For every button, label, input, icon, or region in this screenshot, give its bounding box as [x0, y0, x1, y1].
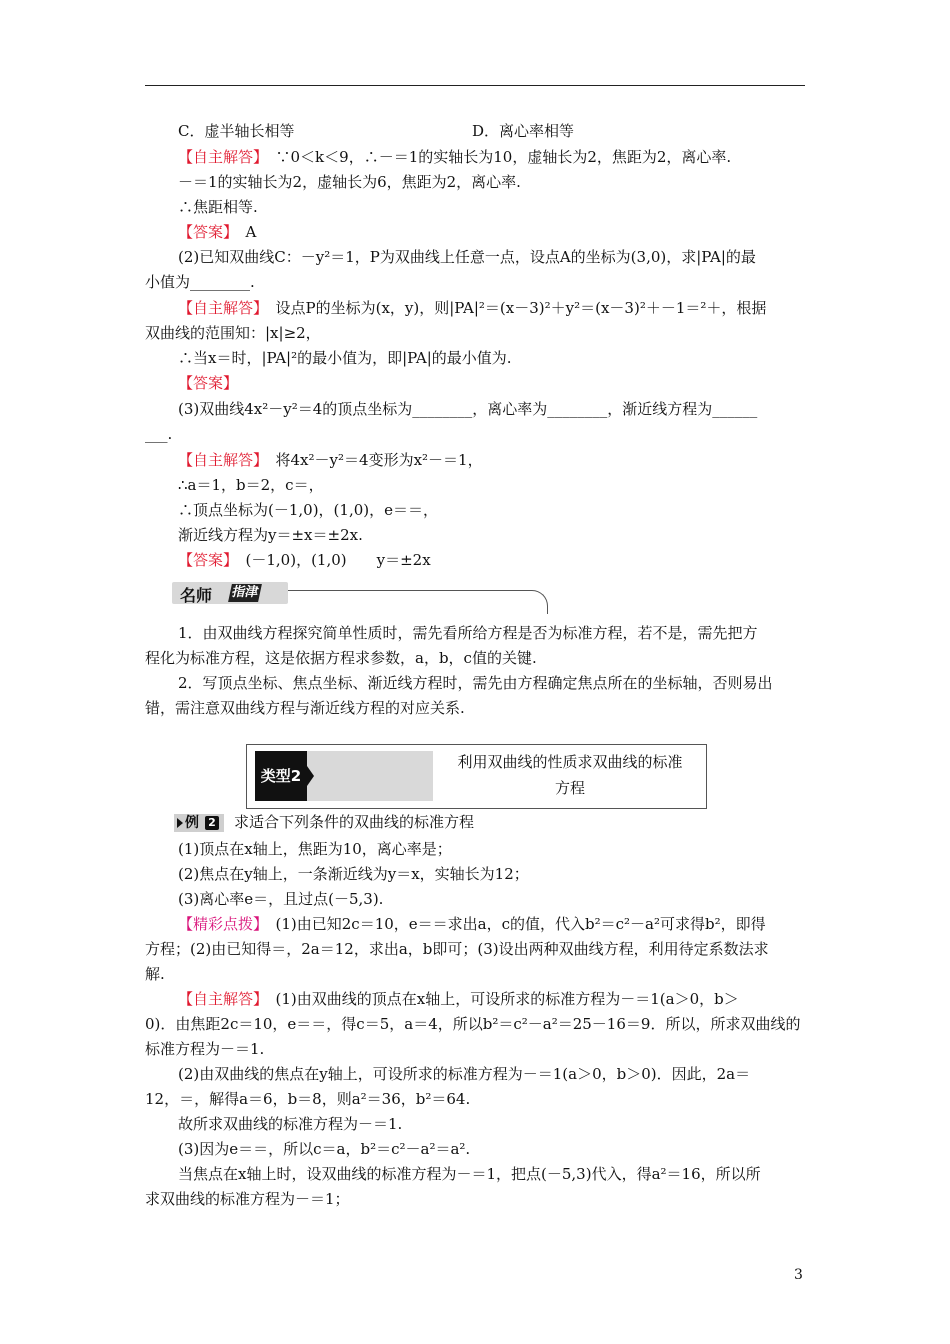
section-label: 【答案】 [178, 374, 239, 392]
line-text: 2．写顶点坐标、焦点坐标、渐近线方程时，需先由方程确定焦点所在的坐标轴，否则易出 [178, 674, 773, 692]
text-line [178, 474, 324, 496]
text-line [145, 1188, 350, 1210]
text-line [145, 1088, 470, 1110]
line-text: 错，需注意双曲线方程与渐近线方程的对应关系. [145, 699, 465, 717]
type-title-line1: 利用双曲线的性质求双曲线的标准 [457, 753, 683, 771]
line-text: 当焦点在x轴上时，设双曲线的标准方程为－＝1，把点(－5,3)代入，得a²＝16，所以所 [178, 1165, 761, 1183]
line-text: 解. [145, 965, 165, 983]
text-line [145, 271, 255, 293]
text-line [145, 1038, 264, 1060]
text-line [145, 423, 172, 445]
line-text: 故所求双曲线的标准方程为－＝1. [178, 1115, 403, 1133]
example-2-heading [174, 811, 474, 833]
line-text: (1)由已知2c＝10，e＝＝求出a，c的值，代入b²＝c²－a²可求得b²，即得 [260, 915, 766, 933]
line-text: ___. [145, 425, 173, 443]
text-line [178, 221, 256, 243]
text-line [178, 449, 483, 471]
example-text: 求适合下列条件的双曲线的标准方程 [234, 813, 475, 831]
line-text: －＝1的实轴长为2，虚轴长为6，焦距为2，离心率. [178, 173, 521, 191]
text-line [178, 347, 512, 369]
line-text: 将4x²－y²＝4变形为x²－＝1， [260, 451, 483, 469]
text-line [178, 888, 383, 910]
hint-label: 【精彩点拨】 [178, 915, 261, 933]
text-line [178, 988, 739, 1010]
line-text: (2)已知双曲线C：－y²＝1，P为双曲线上任意一点，设点A的坐标为(3,0)，求|PA|的最 [178, 248, 756, 266]
line-text: 0)．由焦距2c＝10，e＝＝，得c＝5，a＝4，所以b²＝c²－a²＝25－16＝9．所以，所求双曲线的 [145, 1015, 801, 1033]
text-line [178, 838, 452, 860]
text-line [178, 146, 731, 168]
line-text: (3)离心率e＝，且过点(－5,3). [178, 890, 384, 908]
line-text: (－1,0)，(1,0) y＝±2x [230, 551, 431, 569]
banner-label: 名师 [180, 586, 213, 605]
section-label: 【自主解答】 [178, 451, 261, 469]
line-text: ∴a＝1，b＝2，c＝， [178, 476, 324, 494]
line-text: ∴焦距相等. [178, 198, 258, 216]
text-line [178, 398, 757, 420]
line-text: 小值为________. [145, 273, 255, 291]
line-text: (1)由双曲线的顶点在x轴上，可设所求的标准方程为－＝1(a＞0，b＞ [260, 990, 739, 1008]
line-text: C．虚半轴长相等 [178, 122, 295, 140]
text-line [178, 672, 773, 694]
type-title [437, 749, 703, 801]
line-text: (1)顶点在x轴上，焦距为10，离心率是； [178, 840, 452, 858]
text-line [178, 499, 438, 521]
text-line [178, 196, 258, 218]
line-text: 程化为标准方程，这是依据方程求参数，a，b，c值的关键. [145, 649, 537, 667]
text-line [145, 697, 465, 719]
text-line [145, 963, 165, 985]
text-line [178, 549, 431, 571]
type-title-line2: 方程 [554, 779, 585, 797]
type-badge: 类型2 [255, 751, 307, 801]
text-line [178, 913, 766, 935]
example-marker [174, 814, 224, 832]
text-line [178, 863, 529, 885]
type-2-box [246, 744, 707, 809]
text-line [178, 1163, 761, 1185]
option-d: D．离心率相等 [472, 122, 575, 140]
example-mark-text: 例 [185, 815, 199, 831]
line-text: (3)因为e＝＝，所以c＝a，b²＝c²－a²＝a². [178, 1140, 471, 1158]
text-line [178, 372, 238, 394]
line-text: ∵0＜k＜9，∴－＝1的实轴长为10，虚轴长为2，焦距为2，离心率. [260, 148, 732, 166]
section-label: 【自主解答】 [178, 299, 261, 317]
page-number: 3 [794, 1267, 803, 1283]
banner-label-dark: 指津 [228, 584, 262, 602]
text-line [145, 322, 321, 344]
text-line [178, 297, 766, 319]
line-text: ∴顶点坐标为(－1,0)，(1,0)，e＝＝， [178, 501, 438, 519]
line-text: ∴当x＝时，|PA|²的最小值为，即|PA|的最小值为. [178, 349, 512, 367]
mingshi-banner [172, 582, 548, 614]
text-line [178, 1113, 402, 1135]
line-text: 方程；(2)由已知得＝，2a＝12，求出a，b即可；(3)设出两种双曲线方程，利用待定系数法求 [145, 940, 769, 958]
arrow-right-icon [307, 766, 314, 786]
section-label: 【答案】 [178, 551, 231, 569]
line-text: 求双曲线的标准方程为－＝1； [145, 1190, 350, 1208]
text-line [178, 524, 363, 546]
line-text: 标准方程为－＝1. [145, 1040, 265, 1058]
line-text: (2)由双曲线的焦点在y轴上，可设所求的标准方程为－＝1(a＞0，b＞0)．因此，2a＝ [178, 1065, 751, 1083]
text-line [145, 938, 769, 960]
triangle-icon [177, 818, 183, 828]
text-line [178, 120, 294, 142]
text-line [178, 622, 758, 644]
section-label: 【自主解答】 [178, 148, 261, 166]
line-text: 双曲线的范围知：|x|≥2， [145, 324, 321, 342]
line-text: 设点P的坐标为(x，y)，则|PA|²＝(x－3)²＋y²＝(x－3)²＋－1＝²＋，根据 [260, 299, 767, 317]
section-label: 【答案】 [178, 223, 231, 241]
line-text: (2)焦点在y轴上，一条渐近线为y＝x，实轴长为12； [178, 865, 529, 883]
section-label: 【自主解答】 [178, 990, 261, 1008]
line-text: 1．由双曲线方程探究简单性质时，需先看所给方程是否为标准方程，若不是，需先把方 [178, 624, 758, 642]
text-line [145, 1013, 800, 1035]
text-line [178, 1138, 470, 1160]
line-text: (3)双曲线4x²－y²＝4的顶点坐标为________，离心率为________，渐近线方程为______ [178, 400, 758, 418]
text-line [178, 1063, 750, 1085]
line-text: 渐近线方程为y＝±x＝±2x. [178, 526, 363, 544]
text-line [178, 171, 521, 193]
line-text: A [230, 223, 257, 241]
line-text: 12，＝，解得a＝6，b＝8，则a²＝36，b²＝64. [145, 1090, 471, 1108]
example-mark-number: 2 [205, 816, 219, 830]
header-rule [145, 85, 805, 86]
text-line [145, 647, 537, 669]
type-grey-panel [307, 751, 433, 801]
text-line [178, 246, 756, 268]
